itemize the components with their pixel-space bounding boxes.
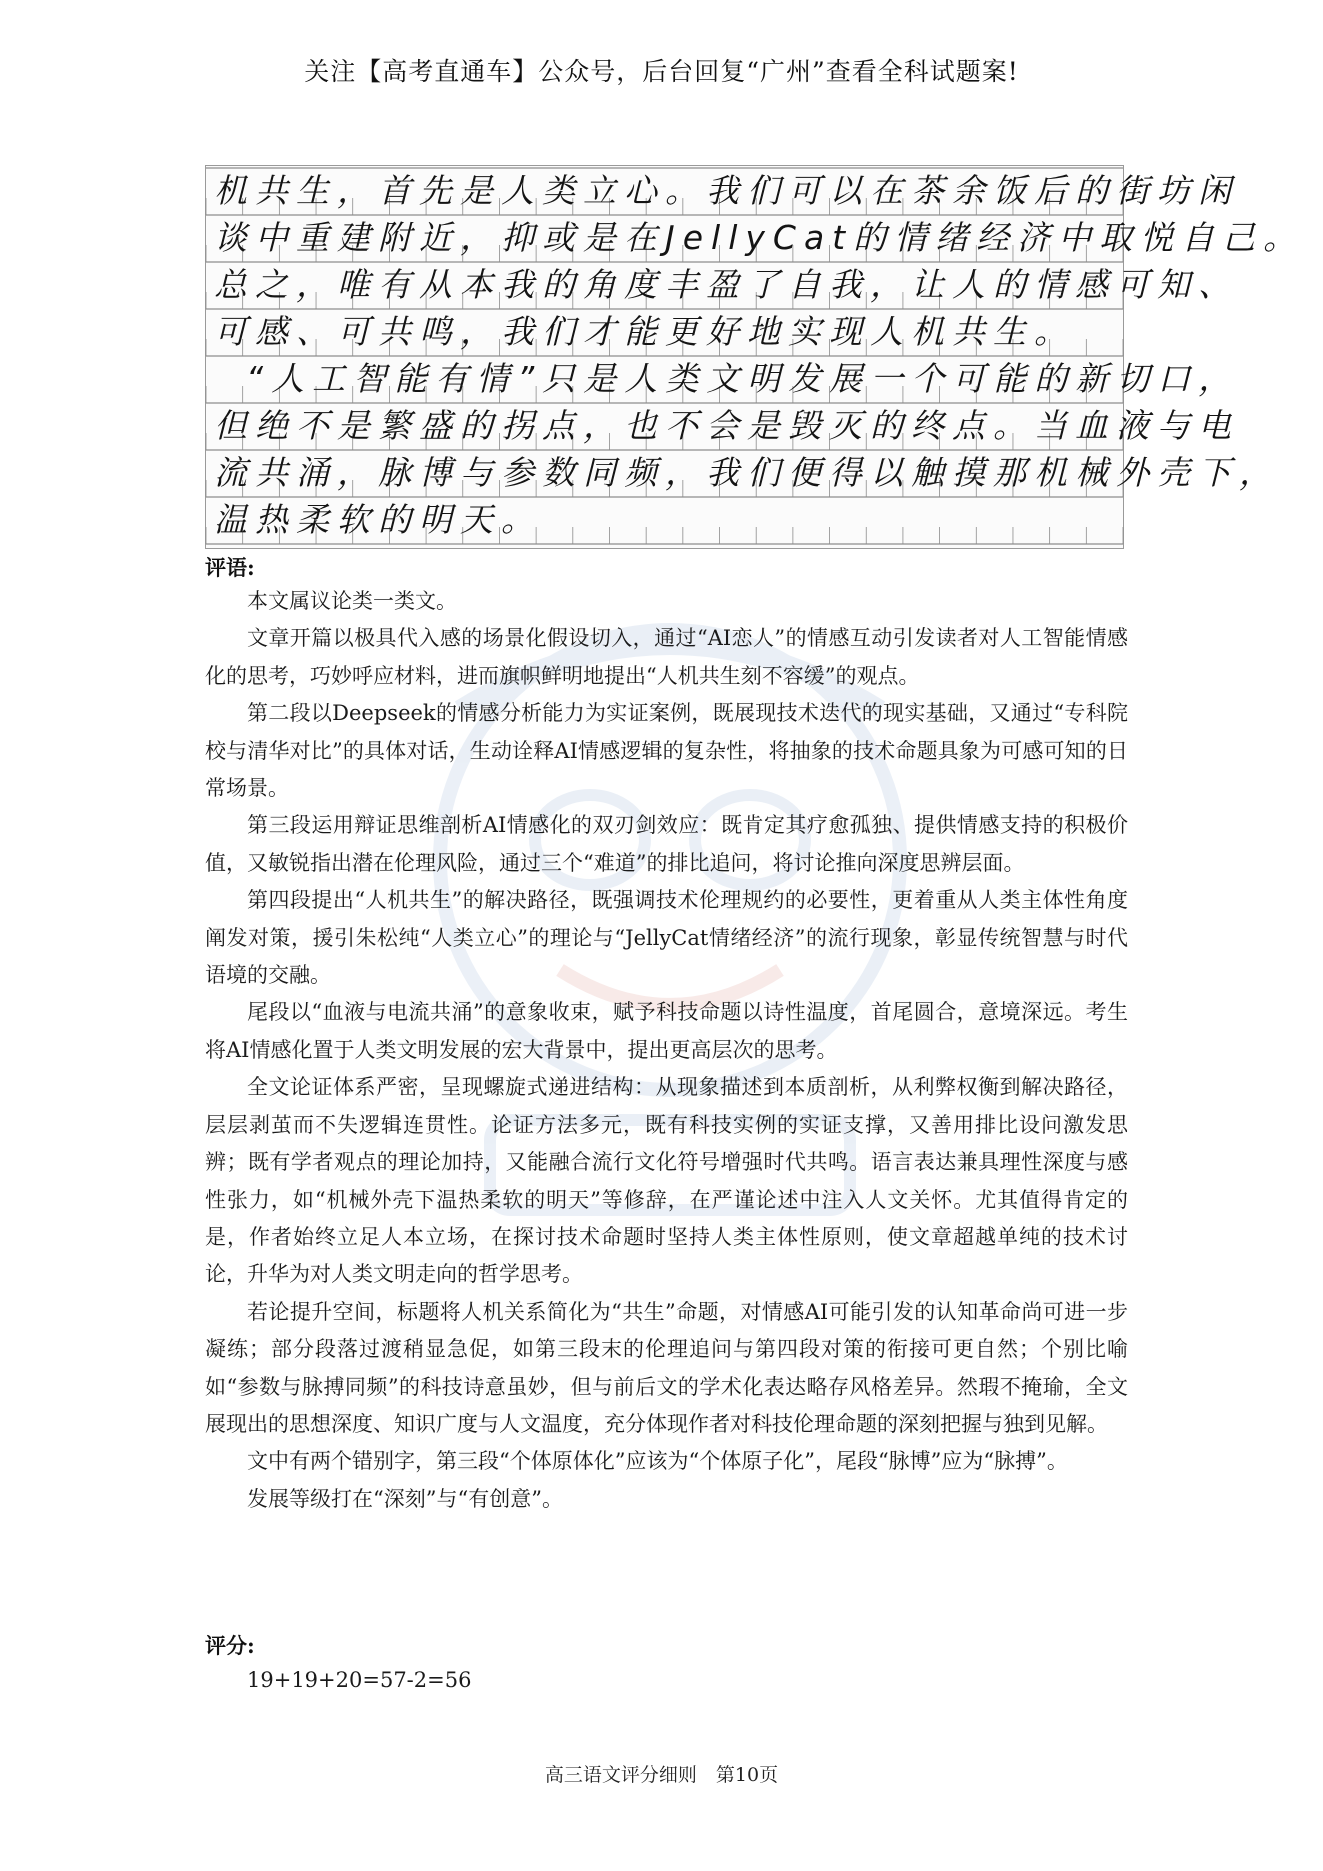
comment-paragraph: 本文属议论类一类文。 — [247, 589, 457, 613]
comments-label: 评语: — [205, 555, 255, 580]
handwriting-line: 机共生，首先是人类立心。我们可以在茶余饭后的街坊闲 — [214, 171, 1239, 210]
handwriting-line: 流共涌，脉博与参数同频，我们便得以触摸那机械外壳下， — [214, 453, 1280, 492]
comment-paragraph: 第三段运用辩证思维剖析AI情感化的双刃剑效应：既肯定其疗愈孤独、提供情感支持的积极价值，又敏锐指出潜在伦理风险，通过三个“难道”的排比追问，将讨论推向深度思辨层面。 — [205, 813, 1128, 875]
comment-paragraph: 全文论证体系严密，呈现螺旋式递进结构：从现象描述到本质剖析，从利弊权衡到解决路径，层层剥茧而不失逻辑连贯性。论证方法多元，既有科技实例的实证支撑，又善用排比设问激发思辨；既有学者观点的理论加持，又能融合流行文化符号增强时代共鸣。语言表达兼具理性深度与感性张力，如“机械外壳下温热柔软的明天”等修辞，在严谨论述中注入人文关怀。尤其值得肯定的是，作者始终立足人本立场，在探讨技术命题时坚持人类主体性原则，使文章超越单纯的技术讨论，升华为对人类文明走向的哲学思考。 — [205, 1075, 1128, 1287]
comment-paragraph: 第二段以Deepseek的情感分析能力为实证案例，既展现技术迭代的现实基础，又通过“专科院校与清华对比”的具体对话，生动诠释AI情感逻辑的复杂性，将抽象的技术命题具象为可感可知的日常场景。 — [205, 701, 1128, 801]
comments-body — [205, 583, 1128, 1518]
handwritten-answer-sheet — [205, 165, 1305, 549]
comment-paragraph: 发展等级打在“深刻”与“有创意”。 — [247, 1486, 563, 1511]
comment-paragraph: 若论提升空间，标题将人机关系简化为“共生”命题，对情感AI可能引发的认知革命尚可进一步凝练；部分段落过渡稍显急促，如第三段末的伦理追问与第四段对策的衔接可更自然；个别比喻如“参数与脉搏同频”的科技诗意虽妙，但与前后文的学术化表达略存风格差异。然瑕不掩瑜，全文展现出的思想深度、知识广度与人文温度，充分体现作者对科技伦理命题的深刻把握与独到见解。 — [205, 1299, 1128, 1436]
handwriting-line: 谈中重建附近，抑或是在JellyCat的情绪经济中取悦自己。 — [214, 218, 1305, 257]
comment-paragraph: 文章开篇以极具代入感的场景化假设切入，通过“AI恋人”的情感互动引发读者对人工智能情感化的思考，巧妙呼应材料，进而旗帜鲜明地提出“人机共生刻不容缓”的观点。 — [205, 626, 1128, 688]
handwriting-line: 可感、可共鸣，我们才能更好地实现人机共生。 — [214, 312, 1075, 351]
page-header: 关注【高考直通车】公众号，后台回复“广州”查看全科试题案! — [304, 57, 1019, 86]
comment-paragraph: 尾段以“血液与电流共涌”的意象收束，赋予科技命题以诗性温度，首尾圆合，意境深远。考生将AI情感化置于人类文明发展的宏大背景中，提出更高层次的思考。 — [205, 1000, 1128, 1062]
score-value: 19+19+20=57-2=56 — [247, 1668, 472, 1692]
score-label: 评分: — [205, 1633, 255, 1658]
handwriting-line: 温热柔软的明天。 — [214, 500, 542, 539]
comment-paragraph: 第四段提出“人机共生”的解决路径，既强调技术伦理规约的必要性，更着重从人类主体性角度阐发对策，援引朱松纯“人类立心”的理论与“JellyCat情绪经济”的流行现象，彰显传统智慧与时代语境的交融。 — [205, 888, 1128, 988]
comment-paragraph: 文中有两个错别字，第三段“个体原体化”应该为“个体原子化”，尾段“脉博”应为“脉搏”。 — [247, 1449, 1068, 1474]
handwriting-line: “人工智能有情”只是人类文明发展一个可能的新切口， — [246, 359, 1240, 398]
handwriting-line: 总之，唯有从本我的角度丰盈了自我，让人的情感可知、 — [214, 265, 1239, 304]
page-footer: 高三语文评分细则 第10页 — [544, 1764, 779, 1786]
handwriting-line: 但绝不是繁盛的拐点，也不会是毁灭的终点。当血液与电 — [214, 406, 1239, 445]
